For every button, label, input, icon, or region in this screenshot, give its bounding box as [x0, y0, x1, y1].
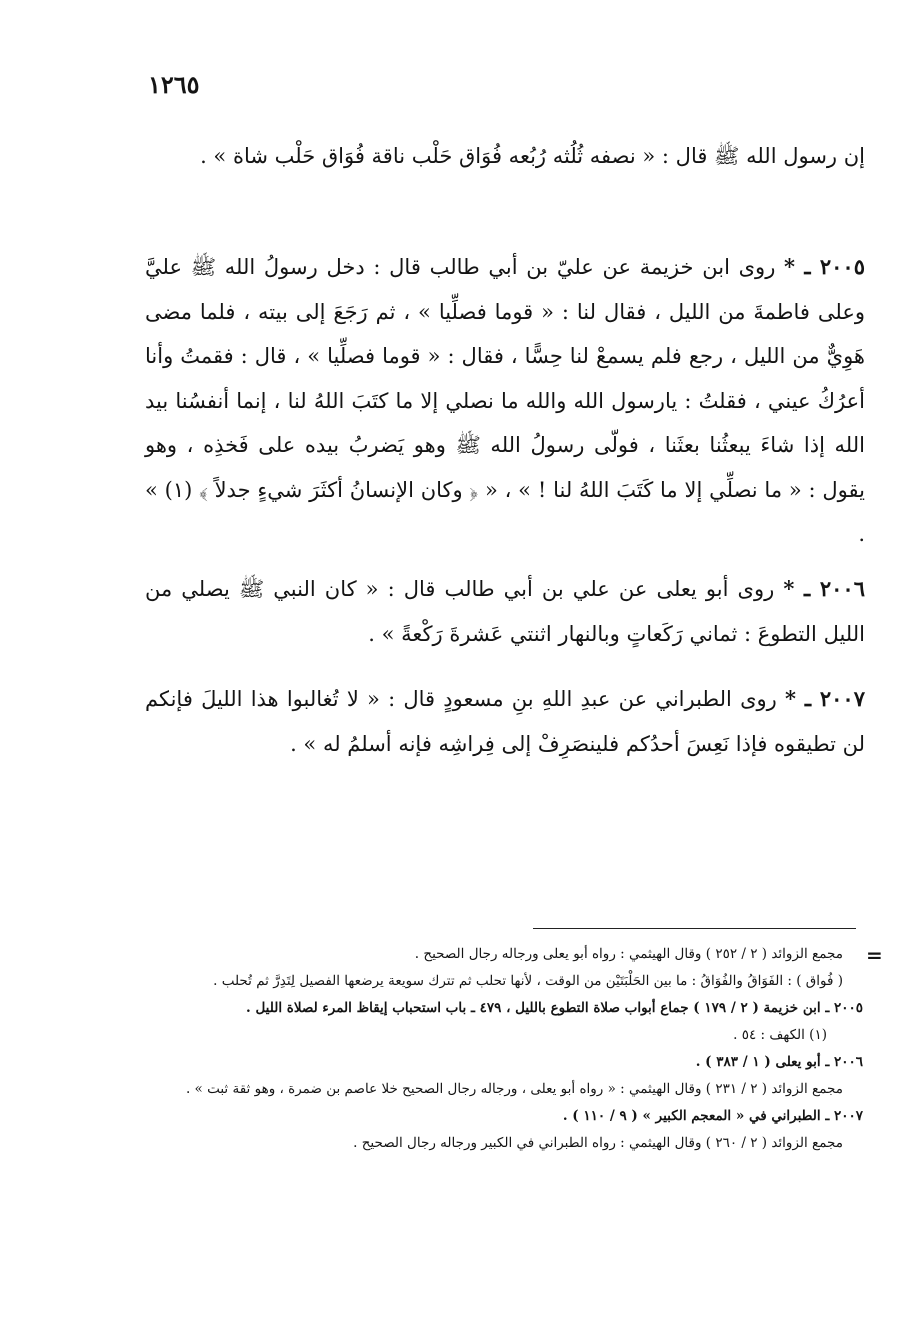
page-number: ١٢٦٥: [148, 70, 200, 99]
footnote: (١) الكهف : ٥٤ .: [733, 1027, 827, 1043]
footnote-separator: [533, 928, 856, 929]
footnote: ٢٠٠٦ ـ أبو يعلى ( ١ / ٣٨٣ ) .: [695, 1054, 863, 1070]
hadith-text: روى الطبراني عن عبدِ اللهِ بنِ مسعودٍ قال : « لا تُغالبوا هذا الليلَ فإنكم لن تطيقوه فإذا نَعِسَ أحدُكم فلينصَرِفْ إلى فِراشِه فإنه أسلمُ له » .: [145, 687, 865, 756]
hadith-text: روى أبو يعلى عن علي بن أبي طالب قال : « كان النبي ﷺ يصلي من الليل التطوعَ : ثماني رَكَعاتٍ وبالنهار اثنتي عَشرةَ رَكْعةً » .: [145, 577, 865, 646]
hadith-number: ٢٠٠٧ ـ *: [785, 686, 865, 711]
footnote: مجمع الزوائد ( ٢ / ٢٥٢ ) وقال الهيثمي : رواه أبو يعلى ورجاله رجال الصحيح .: [414, 946, 843, 962]
footnote: ( فُواق ) : الفَوَاقُ والفُوَاقُ : ما بين الحَلْبَتَيْن من الوقت ، لأنها تحلب ثم تترك سويعة يرضعها الفصيل لِتَدِرَّ ثم تُحلب .: [213, 973, 843, 989]
hadith-2005: [145, 245, 865, 557]
footnote: مجمع الزوائد ( ٢ / ٢٦٠ ) وقال الهيثمي : رواه الطبراني في الكبير ورجاله رجال الصحيح .: [353, 1135, 843, 1151]
hadith-number: ٢٠٠٦ ـ *: [783, 576, 865, 601]
hadith-text: روى ابن خزيمة عن عليّ بن أبي طالب قال : دخل رسولُ الله ﷺ عليَّ وعلى فاطمةَ من الليل ، فقال لنا : « قوما فصلِّيا » ، ثم رَجَعَ إلى بيته ، فلما مضى هَوِيٌّ من الليل ، رجع فلم يسمعْ لنا حِسًّا ، فقال : « قوما فصلِّيا » ، قال : فقمتُ وأنا أعرُكُ عيني ، فقلتُ : يارسول الله والله ما نصلي إلا ما كتَبَ اللهُ لنا ، إنما أنفسُنا بيد الله إذا شاءَ يبعثُنا بعثَنا ، فولّى رسولُ الله ﷺ وهو يَضربُ بيده على فَخذِه ، وهو يقول : « ما نصلِّي إلا ما كَتَبَ اللهُ لنا ! » ، « ﴿ وكان الإنسانُ أكثَرَ شيءٍ جدلاً ﴾ (١) » .: [145, 255, 865, 546]
footnote: ٢٠٠٧ ـ الطبراني في « المعجم الكبير » ( ٩ / ١١٠ ) .: [562, 1108, 863, 1124]
paragraph-text: إن رسول الله ﷺ قال : « نصفه ثُلُثه رُبُعه فُوَاق حَلْب ناقة فُوَاق حَلْب شاة » .: [200, 144, 865, 168]
footnotes: [145, 941, 863, 1157]
hadith-2006: [145, 567, 865, 656]
hadith-2007: [145, 677, 865, 766]
footnote-continuation-marker: =: [866, 943, 883, 967]
paragraph-continuation: [145, 134, 865, 179]
footnote: مجمع الزوائد ( ٢ / ٢٣١ ) وقال الهيثمي : « رواه أبو يعلى ، ورجاله رجال الصحيح خلا عاصم بن ضمرة ، وهو ثقة ثبت » .: [185, 1081, 843, 1097]
footnote: ٢٠٠٥ ـ ابن خزيمة ( ٢ / ١٧٩ ) جماع أبواب صلاة التطوع بالليل ، ٤٧٩ ـ باب استحباب إيقاظ المرء لصلاة الليل .: [246, 1000, 863, 1016]
hadith-number: ٢٠٠٥ ـ *: [784, 254, 865, 279]
